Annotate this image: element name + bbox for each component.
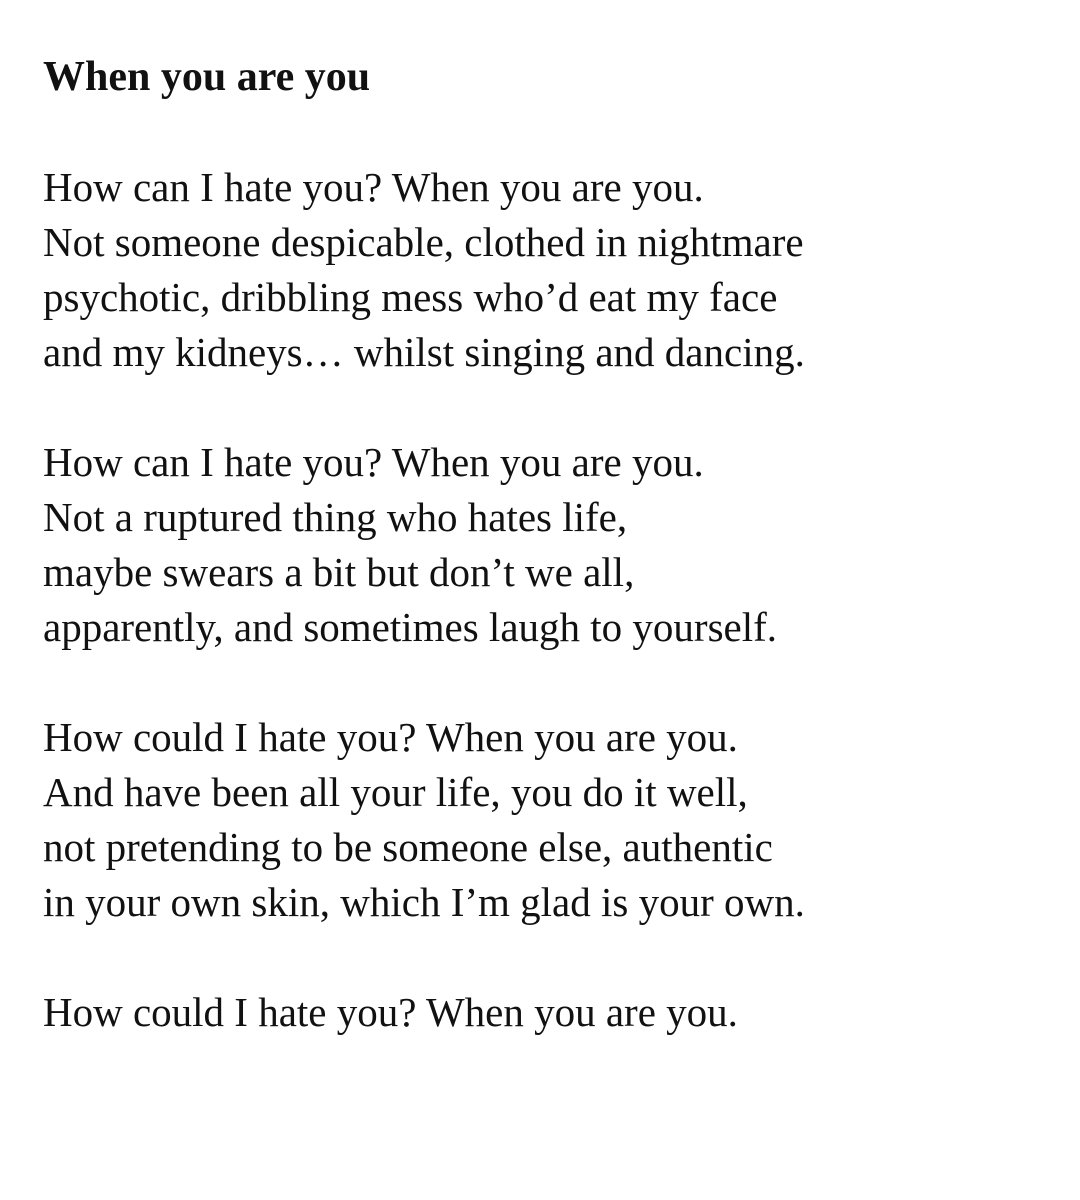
poem-line: How can I hate you? When you are you. [43,439,704,485]
stanza-1 [43,160,1043,380]
poem-line: apparently, and sometimes laugh to yourself. [43,604,778,650]
poem-page [43,50,1043,1040]
poem-line: How can I hate you? When you are you. [43,164,704,210]
stanza-3 [43,710,1043,930]
stanza-4 [43,985,1043,1040]
stanza-2 [43,435,1043,655]
poem-line: Not a ruptured thing who hates life, [43,494,628,540]
poem-line: How could I hate you? When you are you. [43,714,738,760]
poem-line: How could I hate you? When you are you. [43,989,738,1035]
poem-line: And have been all your life, you do it well, [43,769,748,815]
poem-title: When you are you [43,54,371,100]
poem-line: psychotic, dribbling mess who’d eat my face [43,274,778,320]
poem-line: not pretending to be someone else, authentic [43,824,773,870]
poem-line: and my kidneys… whilst singing and dancing. [43,329,805,375]
poem-line: maybe swears a bit but don’t we all, [43,549,635,595]
poem-line: Not someone despicable, clothed in nightmare [43,219,804,265]
poem-line: in your own skin, which I’m glad is your own. [43,879,805,925]
